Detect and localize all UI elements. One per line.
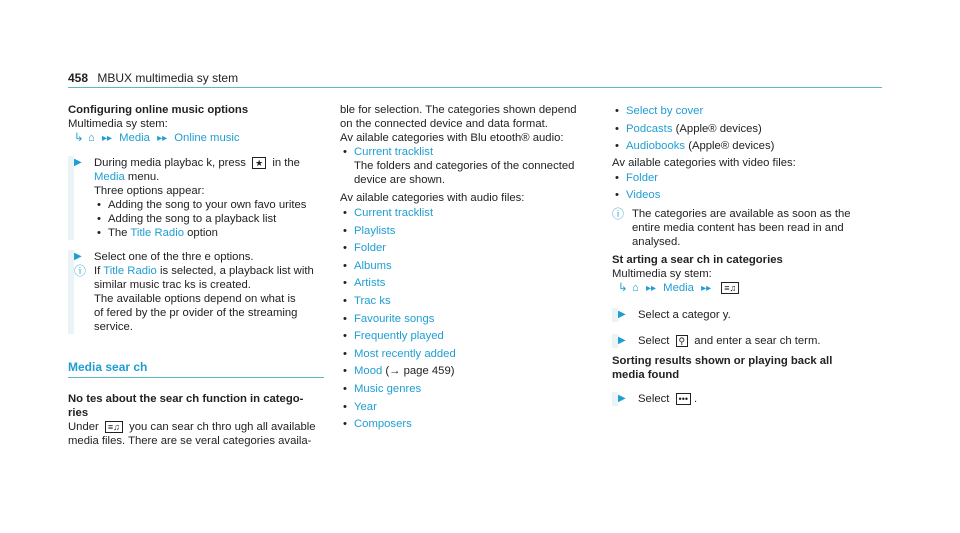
section-heading: St arting a sear ch in categories: [612, 253, 783, 266]
path-hook-icon: ↳: [74, 132, 84, 144]
option-item: • The Title Radio option: [97, 227, 218, 239]
step-1: [74, 156, 324, 170]
star-icon: ★: [252, 157, 266, 169]
category-item: • Albums: [343, 259, 392, 272]
option-item: • Adding the song to your own favo urites: [97, 199, 307, 211]
category-item: • Mood (→ page 459): [343, 365, 455, 378]
step-text: During media playbac k, press: [94, 157, 246, 169]
list-search-icon: ≡♫: [105, 421, 123, 433]
category-item: • Videos: [615, 189, 661, 202]
media-search-rule: [68, 377, 324, 378]
info-note: ⓘ If Title Radio is selected, a playback list with similar music trac ks is created. The available options depend on what is of fered by the pr ovider of the streaming service.: [74, 264, 314, 333]
page-number: 458: [68, 71, 89, 85]
step-2: ▶ Select one of the thre e options.: [74, 251, 254, 263]
category-item: • Folder: [343, 242, 387, 255]
category-item: • Current tracklist: [343, 207, 434, 219]
step-arrow-icon: ▶: [74, 157, 82, 168]
text-line: on the connected device and data format.: [340, 118, 548, 130]
column-3: [612, 103, 874, 406]
category-item: • Trac ks: [343, 294, 391, 307]
header-title: MBUX multimedia sy stem: [97, 71, 239, 85]
path-sep-icon: ▸▸: [701, 282, 712, 294]
category-item: • Podcasts (Apple® devices): [615, 122, 762, 135]
path-online-music: Online music: [174, 132, 240, 144]
step-arrow-icon: ▶: [74, 251, 82, 262]
category-item: • Playlists: [343, 224, 396, 237]
three-options: Three options appear:: [94, 185, 205, 197]
category-item: • Current tracklist: [343, 146, 434, 158]
step-arrow-icon: ▶: [618, 308, 626, 320]
mm-label: Multimedia sy stem:: [68, 118, 168, 130]
nav-path: [612, 281, 874, 296]
home-icon: ⌂: [88, 132, 95, 144]
notes-text-2: media files. There are se veral categories availa‐: [68, 435, 312, 447]
text-line: Av ailable categories with video files:: [612, 156, 796, 169]
page-header: [68, 71, 238, 85]
category-item: • Favourite songs: [343, 312, 435, 325]
category-item: • Audiobooks (Apple® devices): [615, 140, 775, 153]
category-item: • Artists: [343, 277, 386, 290]
category-item: • Folder: [615, 171, 659, 184]
info-icon: ⓘ: [74, 264, 87, 278]
path-sep-icon: ▸▸: [101, 133, 113, 144]
media-link: Media: [94, 171, 125, 183]
step-text: in the: [272, 157, 300, 169]
column-2: [340, 103, 598, 434]
category-item: • Year: [343, 400, 377, 413]
mm-label: Multimedia sy stem:: [612, 267, 712, 280]
step-arrow-icon: ▶: [618, 334, 626, 346]
more-icon: •••: [676, 393, 691, 405]
category-item: • Composers: [343, 418, 412, 431]
column-1: [68, 103, 324, 448]
header-rule: [68, 87, 882, 88]
category-item: • Frequently played: [343, 330, 444, 343]
category-item: • Most recently added: [343, 347, 456, 360]
text-line: Av ailable categories with audio files:: [340, 192, 525, 204]
path-hook-icon: ↳: [618, 281, 628, 294]
notes-text: Under ≡♫ you can sear ch thro ugh all available: [68, 421, 316, 433]
section-heading: Sorting results shown or playing back all: [612, 354, 833, 367]
step-text: menu.: [127, 171, 160, 183]
step-block-2: [68, 250, 324, 334]
step-block: ▶ Select ⚲ and enter a sear ch term.: [612, 334, 874, 348]
info-note: ⓘ The categories are available as soon as the entire media content has been read in and analysed.: [612, 206, 851, 248]
path-sep-icon: ▸▸: [645, 282, 657, 294]
text-line: Av ailable categories with Blu etooth® audio:: [340, 132, 564, 144]
text-line: The folders and categories of the connected: [354, 160, 575, 172]
step-block: ▶ Select ••• .: [612, 392, 874, 406]
notes-heading: No tes about the sear ch function in catego‐: [68, 393, 304, 405]
section-heading: Configuring online music options: [68, 104, 249, 116]
step-block: [68, 156, 324, 240]
category-item: • Select by cover: [615, 105, 704, 117]
nav-path: [68, 131, 324, 146]
info-icon: ⓘ: [612, 206, 625, 221]
text-line: ble for selection. The categories shown depend: [340, 104, 577, 116]
option-item: • Adding the song to a playback list: [97, 213, 277, 225]
section-heading-2: media found: [612, 368, 680, 381]
list-search-icon: ≡♫: [721, 282, 739, 294]
notes-heading-2: ries: [68, 407, 89, 419]
path-media: Media: [663, 281, 694, 294]
media-search-heading: Media sear ch: [68, 360, 148, 374]
path-sep-icon: ▸▸: [157, 133, 168, 144]
text-line: device are shown.: [354, 174, 446, 186]
path-media: Media: [119, 132, 150, 144]
step-arrow-icon: ▶: [618, 392, 626, 404]
home-icon: ⌂: [632, 281, 639, 294]
category-item: • Music genres: [343, 382, 422, 395]
step-1-cont: [74, 170, 324, 184]
step-block: ▶ Select a categor y.: [612, 308, 874, 322]
search-icon: ⚲: [676, 335, 689, 347]
